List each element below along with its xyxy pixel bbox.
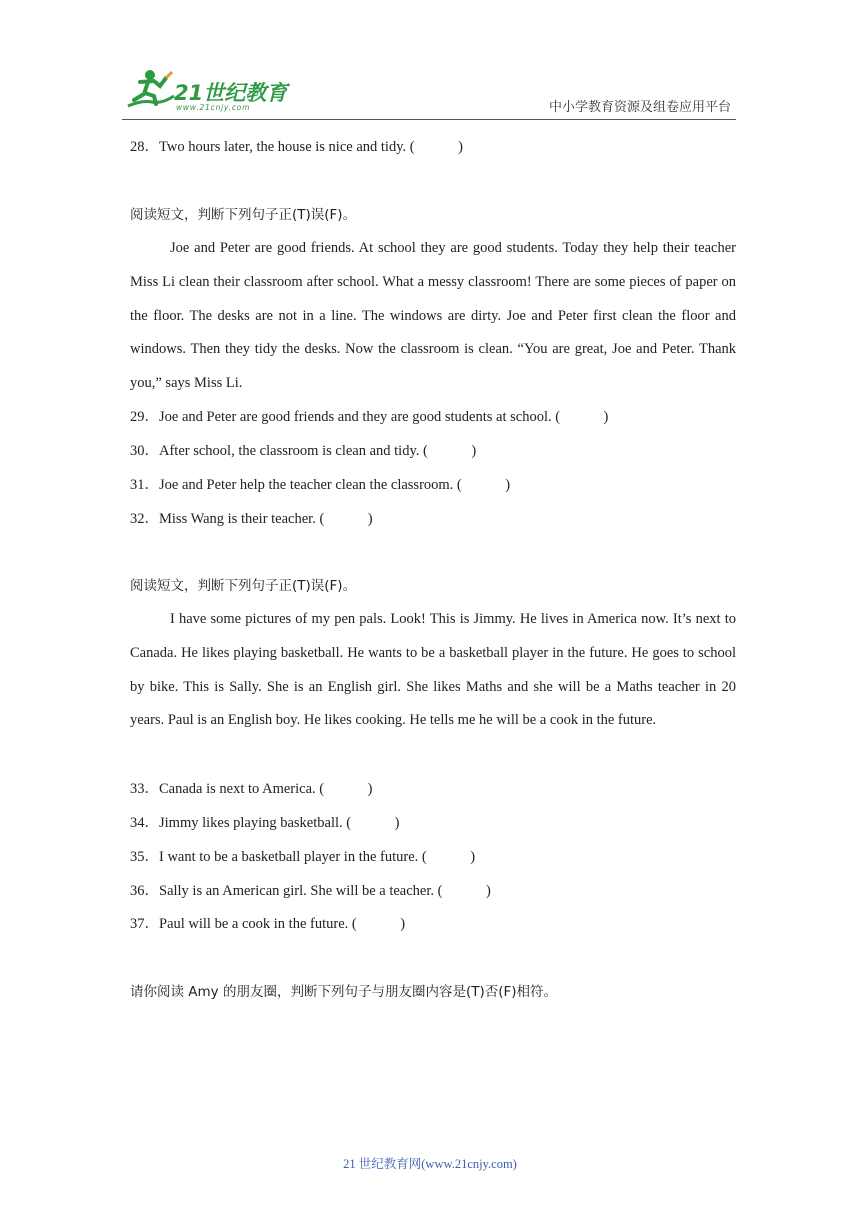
- question-31: [130, 475, 510, 495]
- question-33: [130, 779, 372, 799]
- question-text: Sally is an American girl. She will be a teacher. ( ): [159, 883, 491, 899]
- page-header: [0, 0, 860, 125]
- question-29: [130, 407, 608, 427]
- question-number: 34．: [130, 815, 159, 831]
- question-number: 33．: [130, 781, 159, 797]
- header-tagline: 中小学教育资源及组卷应用平台: [549, 100, 732, 115]
- question-number: 36．: [130, 883, 159, 899]
- question-34: [130, 813, 399, 833]
- question-30: [130, 441, 476, 461]
- question-number: 29．: [130, 409, 159, 425]
- logo-url: www.21cnjy.com: [176, 103, 251, 112]
- page-footer[interactable]: 21 世纪教育网(www.21cnjy.com): [343, 1157, 517, 1171]
- question-number: 28．: [130, 139, 159, 155]
- question-text: Two hours later, the house is nice and tidy. ( ): [159, 139, 463, 155]
- question-number: 35．: [130, 849, 159, 865]
- question-number: 30．: [130, 443, 159, 459]
- question-text: Joe and Peter are good friends and they are good students at school. ( ): [159, 409, 609, 425]
- section-2-passage: I have some pictures of my pen pals. Look! This is Jimmy. He lives in America now. It’s next to Canada. He likes playing basketball. He wants to be a basketball player in the future. He goes to school by bike. This is Sally. She is an English girl. She likes Maths and she will be a Maths teacher in 20 years. Paul is an English boy. He likes cooking. He tells me he will be a cook in the future.: [130, 611, 736, 729]
- question-text: Jimmy likes playing basketball. ( ): [159, 815, 400, 831]
- question-number: 37．: [130, 916, 159, 932]
- section-1-passage: Joe and Peter are good friends. At school they are good students. Today they help their teacher Miss Li clean their classroom after school. What a messy classroom! There are some pieces of paper on the floor. The desks are not in a line. The windows are dirty. Joe and Peter first clean the floor and windows. Then they tidy the desks. Now the classroom is clean. “You are great, Joe and Peter. Thank you,” says Miss Li.: [130, 240, 736, 392]
- question-35: [130, 847, 475, 867]
- question-text: After school, the classroom is clean and tidy. ( ): [159, 443, 477, 459]
- runner-icon: [122, 66, 176, 114]
- section-1-instruction: 阅读短文，判断下列句子正(T)误(F)。: [130, 207, 357, 223]
- question-number: 32．: [130, 511, 159, 527]
- question-text: I want to be a basketball player in the future. ( ): [159, 849, 476, 865]
- logo-text: 21世纪教育: [174, 81, 288, 105]
- section-3-instruction: 请你阅读 Amy 的朋友圈，判断下列句子与朋友圈内容是(T)否(F)相符。: [130, 984, 558, 1000]
- section-2-instruction: 阅读短文，判断下列句子正(T)误(F)。: [130, 578, 357, 594]
- header-divider: [122, 119, 736, 120]
- question-text: Joe and Peter help the teacher clean the classroom. ( ): [159, 477, 511, 493]
- question-text: Canada is next to America. ( ): [159, 781, 373, 797]
- question-text: Miss Wang is their teacher. ( ): [159, 511, 373, 527]
- question-32: [130, 509, 373, 529]
- question-text: Paul will be a cook in the future. ( ): [159, 916, 406, 932]
- question-number: 31．: [130, 477, 159, 493]
- question-37: [130, 914, 405, 934]
- question-28: [130, 137, 463, 157]
- question-36: [130, 881, 491, 901]
- site-logo[interactable]: [122, 66, 292, 116]
